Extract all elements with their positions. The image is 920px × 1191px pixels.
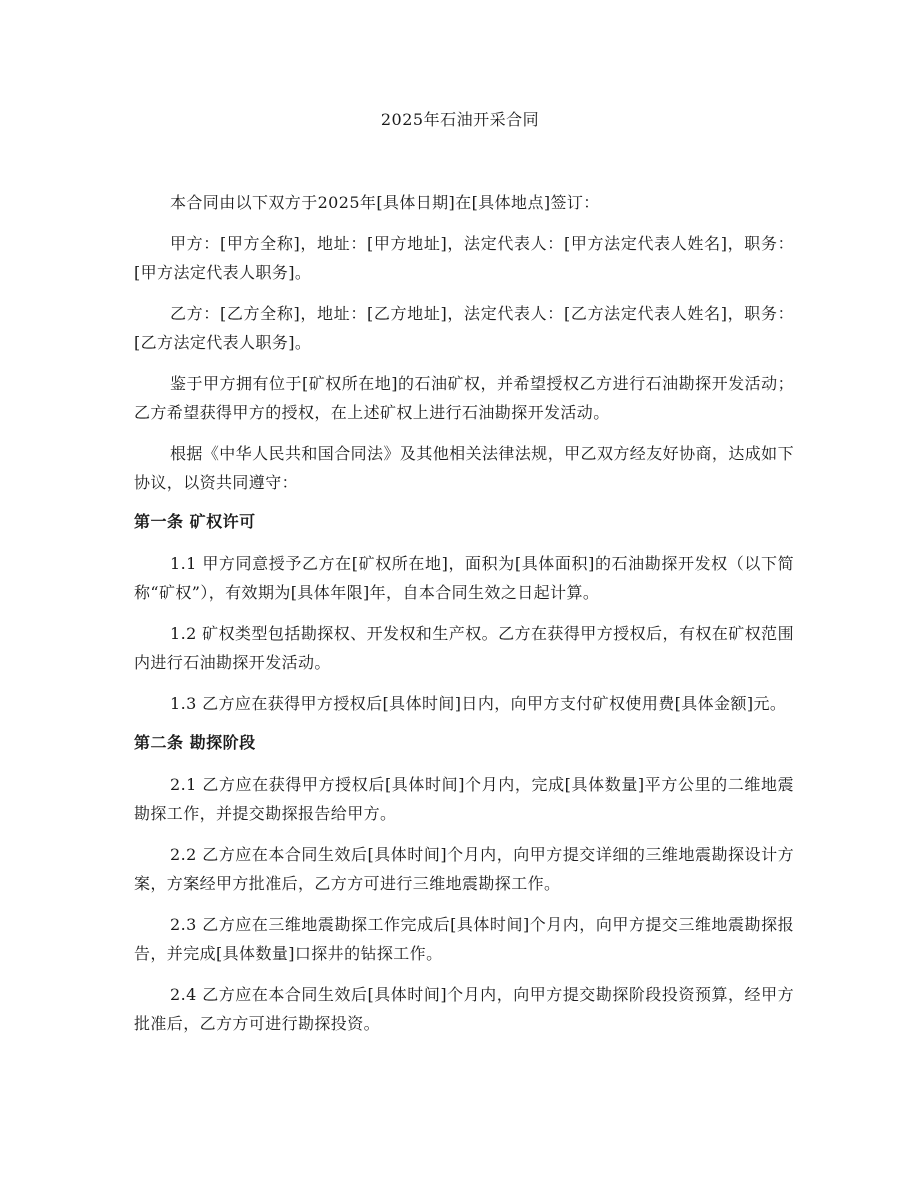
- document-body: [134, 188, 794, 1050]
- party-b-paragraph: 乙方：[乙方全称]，地址：[乙方地址]，法定代表人：[乙方法定代表人姓名]，职务：[乙方法定代表人职务]。: [134, 304, 794, 352]
- clause-1-2: 1.2 矿权类型包括勘探权、开发权和生产权。乙方在获得甲方授权后，有权在矿权范围内进行石油勘探开发活动。: [134, 624, 794, 672]
- document-title: 2025年石油开采合同: [380, 110, 540, 129]
- clause-2-3: 2.3 乙方应在三维地震勘探工作完成后[具体时间]个月内，向甲方提交三维地震勘探报告，并完成[具体数量]口探井的钻探工作。: [134, 915, 794, 963]
- clause-1-3: 1.3 乙方应在获得甲方授权后[具体时间]日内，向甲方支付矿权使用费[具体金额]元。: [170, 694, 787, 713]
- clause-2-1: 2.1 乙方应在获得甲方授权后[具体时间]个月内，完成[具体数量]平方公里的二维地震勘探工作，并提交勘探报告给甲方。: [134, 775, 794, 823]
- section-heading-mining-rights: 第一条 矿权许可: [134, 512, 256, 531]
- section-heading-exploration: 第二条 勘探阶段: [134, 733, 256, 752]
- agreement-paragraph: 根据《中华人民共和国合同法》及其他相关法律法规，甲乙双方经友好协商，达成如下协议，以资共同遵守：: [134, 444, 794, 492]
- clause-2-2: 2.2 乙方应在本合同生效后[具体时间]个月内，向甲方提交详细的三维地震勘探设计方案，方案经甲方批准后，乙方方可进行三维地震勘探工作。: [134, 845, 794, 893]
- clause-2-4: 2.4 乙方应在本合同生效后[具体时间]个月内，向甲方提交勘探阶段投资预算，经甲方批准后，乙方方可进行勘探投资。: [134, 985, 794, 1033]
- party-a-paragraph: 甲方：[甲方全称]，地址：[甲方地址]，法定代表人：[甲方法定代表人姓名]，职务：[甲方法定代表人职务]。: [134, 234, 794, 282]
- recital-paragraph: 鉴于甲方拥有位于[矿权所在地]的石油矿权，并希望授权乙方进行石油勘探开发活动；乙方希望获得甲方的授权，在上述矿权上进行石油勘探开发活动。: [134, 374, 794, 422]
- clause-1-1: 1.1 甲方同意授予乙方在[矿权所在地]，面积为[具体面积]的石油勘探开发权（以下简称“矿权”），有效期为[具体年限]年，自本合同生效之日起计算。: [134, 554, 794, 602]
- intro-paragraph: 本合同由以下双方于2025年[具体日期]在[具体地点]签订：: [170, 193, 600, 212]
